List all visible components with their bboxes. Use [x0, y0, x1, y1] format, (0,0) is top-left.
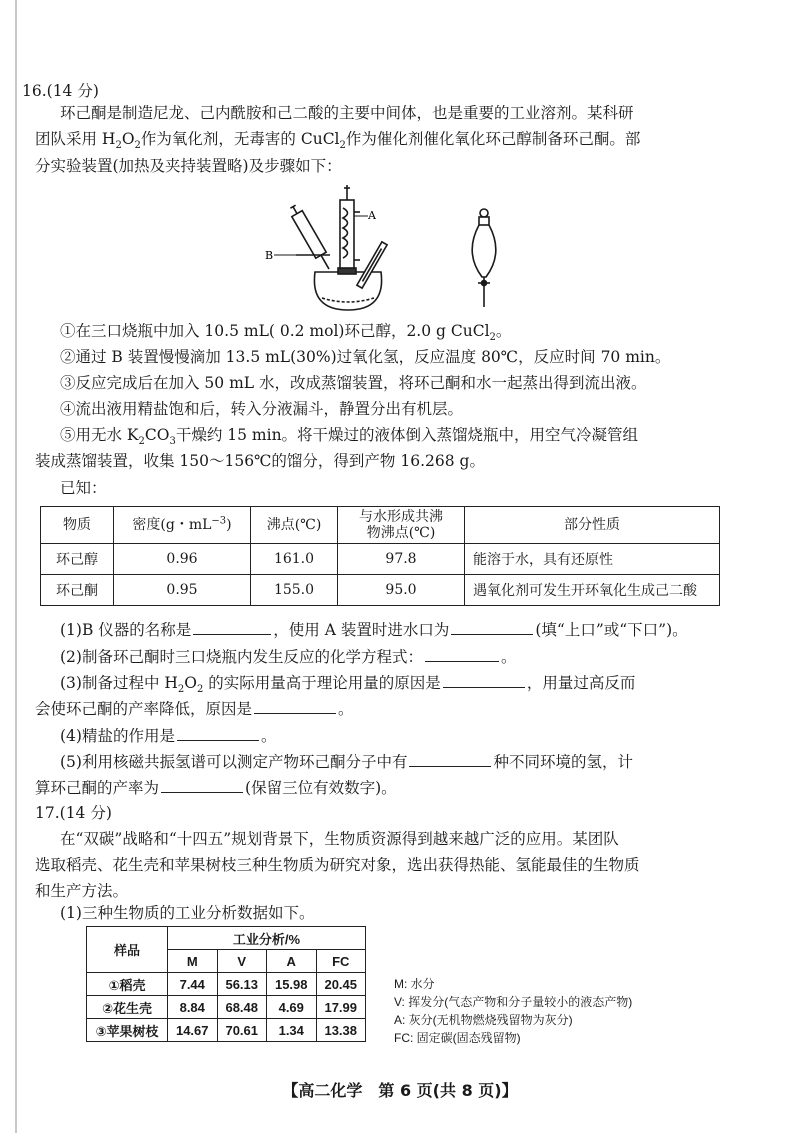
cell-v: 68.48: [217, 996, 267, 1019]
table-row: [87, 1019, 366, 1042]
cell-a: 15.98: [267, 973, 317, 996]
th-v: V: [217, 950, 267, 973]
cell-sample: ③苹果树枝: [87, 1019, 168, 1042]
answer-blank[interactable]: [254, 697, 336, 714]
th-sample: 样品: [87, 927, 168, 973]
q16-step1: ①在三口烧瓶中加入 10.5 mL( 0.2 mol)环己醇，2.0 g CuCl$_2$。: [60, 322, 512, 344]
cell-m: 14.67: [168, 1019, 218, 1042]
q16-sub5-cont: 算环己酮的产率为 (保留三位有效数字)。: [35, 776, 397, 799]
q16-sub2: (2)制备环己酮时三口烧瓶内发生反应的化学方程式： 。: [60, 645, 516, 668]
table-row: [87, 973, 366, 996]
properties-table-header: [41, 507, 720, 544]
q16-intro-line1: 环己酮是制造尼龙、己内酰胺和己二酸的主要中间体，也是重要的工业溶剂。某科研: [60, 104, 634, 122]
answer-blank[interactable]: [161, 776, 243, 793]
table-row: [41, 575, 720, 606]
cell-m: 8.84: [168, 996, 218, 1019]
th-boiling-point: 沸点(℃): [251, 507, 338, 544]
reaction-apparatus-diagram: [260, 180, 410, 315]
legend-a: A: 灰分(无机物燃烧残留物为灰分): [394, 1013, 573, 1027]
q16-sub4: (4)精盐的作用是 。: [60, 724, 276, 747]
cell-fc: 13.38: [316, 1019, 366, 1042]
q17-intro-line1: 在“双碳”战略和“十四五”规划背景下，生物质资源得到越来越广泛的应用。某团队: [60, 830, 619, 848]
q16-step4: ④流出液用精盐饱和后，转入分液漏斗，静置分出有机层。: [60, 400, 464, 418]
q16-header: 16.(14 分): [22, 82, 99, 100]
page-footer: 【高二化学 第 6 页(共 8 页)】: [282, 1081, 518, 1100]
q16-step2: ②通过 B 装置慢慢滴加 13.5 mL(30%)过氧化氢，反应温度 80℃，反应时间 70 min。: [60, 348, 671, 366]
q16-step3: ③反应完成后在加入 50 mL 水，改成蒸馏装置，将环己酮和水一起蒸出得到流出液。: [60, 374, 647, 392]
cell-a: 1.34: [267, 1019, 317, 1042]
answer-blank[interactable]: [177, 724, 259, 741]
th-m: M: [168, 950, 218, 973]
answer-blank[interactable]: [409, 750, 491, 767]
q16-sub3-cont: 会使环己酮的产率降低，原因是 。: [35, 697, 354, 720]
cell-props: 遇氧化剂可发生开环氧化生成己二酸: [465, 575, 720, 606]
answer-blank[interactable]: [193, 618, 271, 635]
cell-name: 环己酮: [41, 575, 114, 606]
th-substance: 物质: [41, 507, 114, 544]
table-row: [41, 544, 720, 575]
legend-m: M: 水分: [394, 977, 435, 991]
separatory-funnel-diagram: [462, 205, 507, 310]
properties-table: [40, 506, 720, 606]
q16-known: 已知：: [60, 479, 107, 497]
cell-fc: 20.45: [316, 973, 366, 996]
cell-density: 0.95: [114, 575, 251, 606]
cell-v: 56.13: [217, 973, 267, 996]
q16-sub5: (5)利用核磁共振氢谱可以测定产物环己酮分子中有 种不同环境的氢，计: [60, 750, 633, 773]
q17-intro-line3: 和生产方法。: [35, 882, 129, 900]
cell-m: 7.44: [168, 973, 218, 996]
q16-intro-line2: 团队采用 $H_2O_2$作为氧化剂，无毒害的 CuCl$_2$作为催化剂催化氧化环己醇制备环己酮。部: [35, 130, 641, 152]
apparatus-label-b: B: [265, 249, 274, 262]
scan-edge: [15, 0, 17, 1133]
cell-density: 0.96: [114, 544, 251, 575]
cell-props: 能溶于水，具有还原性: [465, 544, 720, 575]
q16-step5: ⑤用无水 $K_2CO_3$干燥约 15 min。将干燥过的液体倒入蒸馏烧瓶中，用空气冷凝管组: [60, 426, 639, 448]
cell-azeo: 97.8: [338, 544, 465, 575]
th-industrial-analysis: 工业分析/%: [168, 927, 366, 950]
legend-fc: FC: 固定碳(固态残留物): [394, 1031, 521, 1045]
th-fc: FC: [316, 950, 366, 973]
cell-azeo: 95.0: [338, 575, 465, 606]
th-density: 密度(g・$mL^{-3}$): [114, 507, 251, 544]
cell-a: 4.69: [267, 996, 317, 1019]
cell-v: 70.61: [217, 1019, 267, 1042]
legend-v: V: 挥发分(气态产物和分子量较小的液态产物): [394, 995, 633, 1009]
answer-blank[interactable]: [443, 671, 525, 688]
th-azeotrope: 与水形成共沸 物沸点(℃): [338, 507, 465, 544]
answer-blank[interactable]: [425, 645, 499, 662]
q16-sub3: (3)制备过程中 $H_2O_2$ 的实际用量高于理论用量的原因是 ，用量过高反而: [60, 671, 635, 694]
answer-blank[interactable]: [451, 618, 533, 635]
cell-bp: 161.0: [251, 544, 338, 575]
table-row: [87, 996, 366, 1019]
apparatus-label-a: A: [368, 209, 376, 222]
cell-name: 环己醇: [41, 544, 114, 575]
q17-sub1: (1)三种生物质的工业分析数据如下。: [60, 904, 315, 922]
q16-step5-cont: 装成蒸馏装置，收集 150～156℃的馏分，得到产物 16.268 g。: [35, 452, 485, 470]
q16-sub1: (1)B 仪器的名称是 ，使用 A 装置时进水口为 (填“上口”或“下口”)。: [60, 618, 688, 641]
cell-fc: 17.99: [316, 996, 366, 1019]
q16-intro-line3: 分实验装置(加热及夹持装置略)及步骤如下：: [35, 157, 342, 175]
biomass-analysis-table: [86, 926, 366, 1042]
cell-bp: 155.0: [251, 575, 338, 606]
cell-sample: ②花生壳: [87, 996, 168, 1019]
th-properties: 部分性质: [465, 507, 720, 544]
q17-header: 17.(14 分): [35, 804, 112, 822]
q17-intro-line2: 选取稻壳、花生壳和苹果树枝三种生物质为研究对象，选出获得热能、氢能最佳的生物质: [35, 856, 640, 874]
th-a: A: [267, 950, 317, 973]
cell-sample: ①稻壳: [87, 973, 168, 996]
